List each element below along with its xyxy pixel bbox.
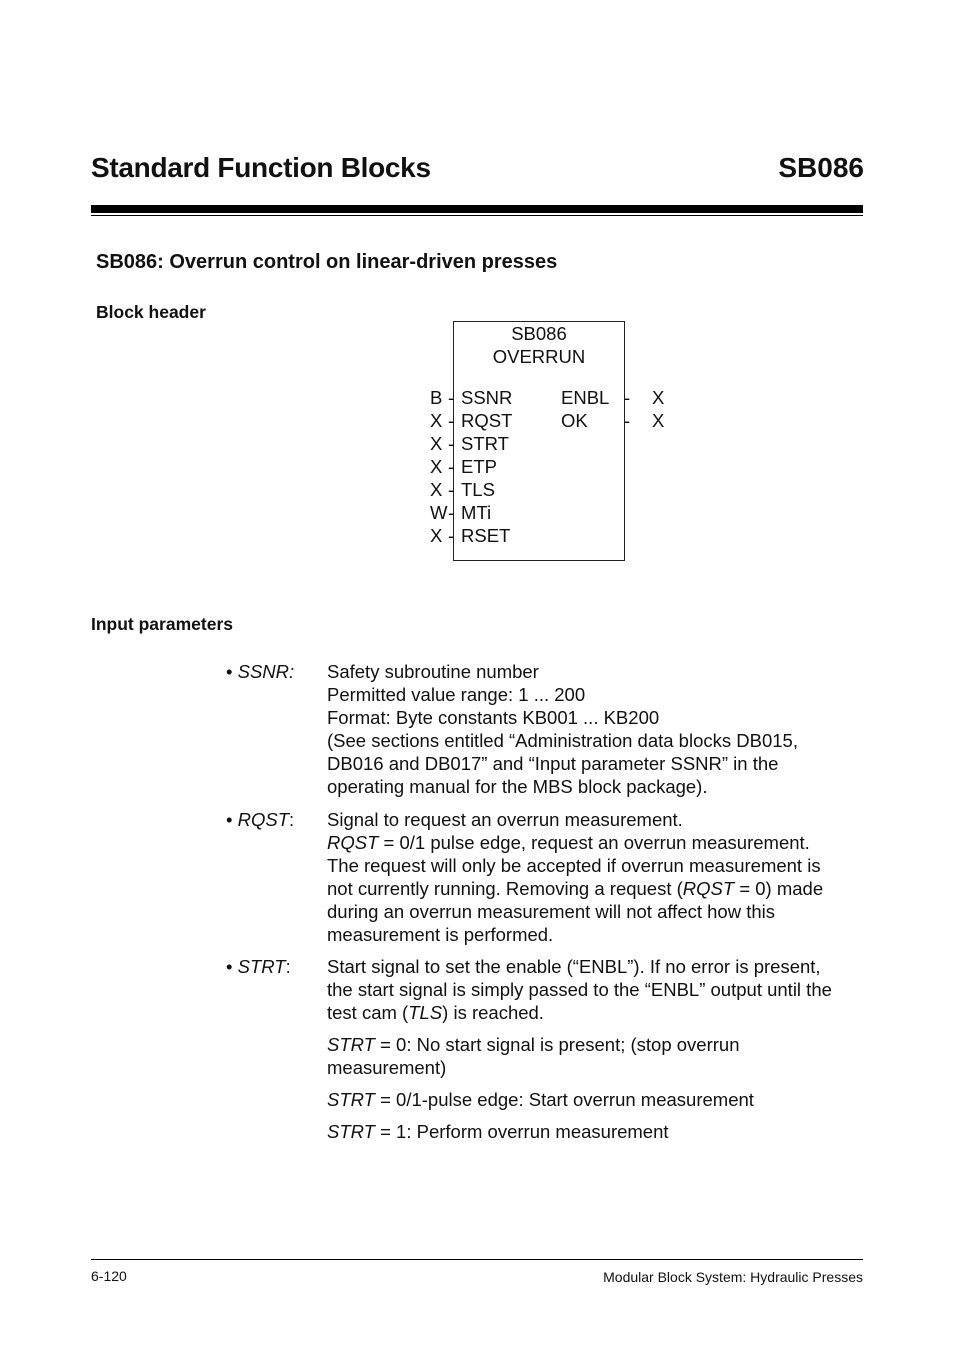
param-bullet: • STRT: bbox=[226, 956, 291, 977]
block-label: OVERRUN bbox=[492, 346, 586, 367]
param-bullet: • RQST: bbox=[226, 809, 295, 830]
output-name: OK bbox=[561, 410, 588, 431]
input-type: X bbox=[430, 525, 443, 546]
input-dash: - bbox=[448, 387, 455, 408]
param-description: Safety subroutine number Permitted value range: 1 ... 200 Format: Byte constants KB001 ... KB200 (See sections entitled “Administration data blocks DB015, DB016 and DB017” and “Input parameter SSNR” in the operating manual for the MBS block package). bbox=[327, 661, 798, 797]
page-number: 6-120 bbox=[91, 1268, 127, 1284]
input-type: X bbox=[430, 410, 443, 431]
input-name: TLS bbox=[461, 479, 495, 500]
input-types bbox=[430, 386, 447, 547]
input-name: MTi bbox=[461, 502, 492, 523]
document-title: Modular Block System: Hydraulic Presses bbox=[603, 1269, 863, 1285]
input-type: X bbox=[430, 456, 443, 477]
output-dashes bbox=[624, 386, 630, 432]
input-name: SSNR bbox=[461, 387, 513, 408]
input-type: W bbox=[430, 502, 448, 523]
function-block-title bbox=[453, 322, 625, 368]
param-bullet: • SSNR: bbox=[226, 661, 295, 682]
output-name: ENBL bbox=[561, 387, 610, 408]
section-title: SB086: Overrun control on linear-driven presses bbox=[96, 251, 558, 273]
input-dash: - bbox=[448, 479, 455, 500]
input-name: STRT bbox=[461, 433, 509, 454]
block-code: SB086 bbox=[778, 152, 864, 183]
output-names bbox=[561, 386, 609, 432]
block-header-label: Block header bbox=[96, 302, 206, 322]
input-type: X bbox=[430, 479, 443, 500]
header-rule-thick bbox=[91, 205, 863, 213]
output-type: X bbox=[652, 410, 665, 431]
output-dash: - bbox=[624, 410, 631, 431]
input-type: X bbox=[430, 433, 443, 454]
input-names bbox=[461, 386, 512, 547]
input-dash: - bbox=[448, 433, 455, 454]
input-parameters-label: Input parameters bbox=[91, 614, 233, 634]
input-name: ETP bbox=[461, 456, 497, 477]
input-dash: - bbox=[448, 525, 455, 546]
param-description: Signal to request an overrun measurement. RQST = 0/1 pulse edge, request an overrun measurement. The request will only be accepted if overrun measurement is not currently running. Removing a request (RQST = 0) made during an overrun measurement will not affect how this measurement is performed. bbox=[327, 809, 824, 945]
param-description: Start signal to set the enable (“ENBL”). If no error is present, the start signal is simply passed to the “ENBL” output until the test cam (TLS) is reached. STRT = 0: No start signal is present; (stop overrun measurement) STRT = 0/1-pulse edge: Start overrun measurement STRT = 1: Perform overrun measurement bbox=[327, 956, 832, 1142]
output-type: X bbox=[652, 387, 665, 408]
input-name: RQST bbox=[461, 410, 513, 431]
input-dash: - bbox=[448, 502, 455, 523]
input-dash: - bbox=[448, 410, 455, 431]
input-dash: - bbox=[448, 456, 455, 477]
output-types bbox=[652, 386, 664, 432]
footer-rule bbox=[91, 1259, 863, 1260]
input-dashes bbox=[448, 386, 454, 547]
page-title: Standard Function Blocks bbox=[91, 152, 431, 183]
output-dash: - bbox=[624, 387, 631, 408]
block-name: SB086 bbox=[511, 323, 567, 344]
input-type: B bbox=[430, 387, 443, 408]
header-rule-thin bbox=[91, 215, 863, 216]
input-name: RSET bbox=[461, 525, 511, 546]
